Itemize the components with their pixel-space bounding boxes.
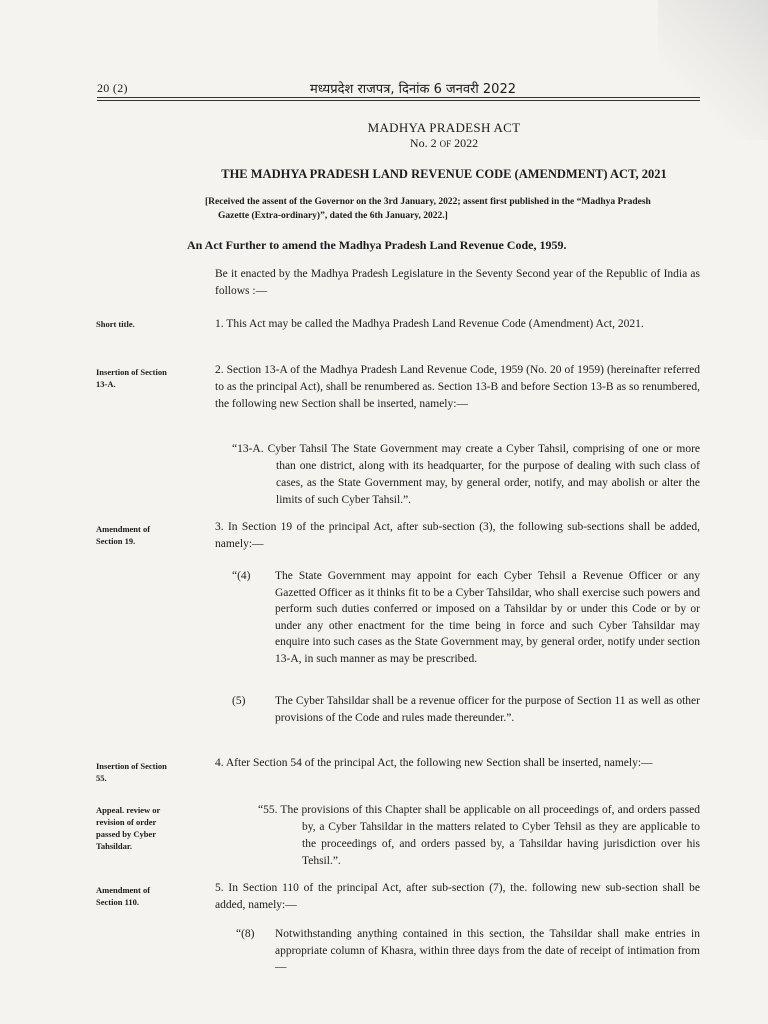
act-number <box>186 136 702 151</box>
subsection-8-text: Notwithstanding anything contained in this section, the Tahsildar shall make entries in appropriate column of Khasra, within three days from the date of receipt of intimation from— <box>275 928 700 973</box>
subsection-4-text: The State Government may appoint for each Cyber Tehsil a Revenue Officer or any Gazetted Officer as it thinks fit to be a Cyber Tahsildar, who shall exercise such powers and perform such duties conferred or imposed on a Tahsildar by or under this Code or by or under any other enactment for the time being in force and such Cyber Tahsildar may enquire into such cases as the State Government may, by general order, notify under section 13-A, in such manner as may be prescribed. <box>275 570 700 665</box>
section-1-text: 1. This Act may be called the Madhya Pradesh Land Revenue Code (Amendment) Act, 2021. <box>215 318 644 330</box>
act-number-year: 2022 <box>454 136 479 150</box>
subsection-4-number: “(4) <box>232 570 251 582</box>
act-number-prefix: No. <box>409 136 428 150</box>
act-title: THE MADHYA PRADESH LAND REVENUE CODE (AMENDMENT) ACT, 2021 <box>221 167 667 181</box>
gazette-header: मध्यप्रदेश राजपत्र, दिनांक 6 जनवरी 2022 <box>310 82 516 97</box>
preamble <box>187 266 700 300</box>
page-number: 20 (2) <box>97 81 128 95</box>
margin-note-section-55: Insertion of Section 55. <box>96 761 167 783</box>
section-2 <box>187 362 700 413</box>
assent-line-2: Gazette (Extra-ordinary)”, dated the 6th January, 2022.] <box>218 211 448 221</box>
section-13a-quote-text: “13-A. Cyber Tahsil The State Government may create a Cyber Tahsil, comprising of one or more than one district, along with its headquarter, for the purpose of dealing with such class of cases, as the State Government may, by general order, notify, and may abolish or alter the limits of such Cyber Tahsil.”. <box>232 443 700 506</box>
act-number-value: 2 <box>430 136 437 150</box>
act-heading: MADHYA PRADESH ACT <box>367 120 521 135</box>
section-2-text: 2. Section 13-A of the Madhya Pradesh Land Revenue Code, 1959 (No. 20 of 1959) (hereinafter referred to as the principal Act), shall be renumbered as. Section 13-B and before Section 13-B as so renumbered, the following new Section shall be inserted, namely:— <box>215 364 700 410</box>
margin-note-section-13a: Insertion of Section 13-A. <box>96 367 167 389</box>
margin-note-section-110: Amendment of Section 110. <box>96 885 151 907</box>
subsection-5-number: (5) <box>232 695 246 707</box>
margin-note-short-title: Short title. <box>96 319 135 329</box>
margin-note-section-19: Amendment of Section 19. <box>96 524 151 546</box>
margin-note-appeal: Appeal. review or revision of order passed by Cyber Tahsildar. <box>96 805 161 851</box>
subsection-8-number: “(8) <box>236 928 255 940</box>
section-5 <box>187 880 700 914</box>
section-4 <box>187 755 700 772</box>
header-rule-bottom <box>97 100 700 101</box>
section-55-quote <box>258 802 700 870</box>
act-number-of: OF <box>439 139 452 149</box>
section-4-text: 4. After Section 54 of the principal Act, the following new Section shall be inserted, namely:— <box>215 757 653 769</box>
assent-line-1: [Received the assent of the Governor on the 3rd January, 2022; assent first published in the “Madhya Pradesh <box>205 197 651 207</box>
section-1 <box>187 316 700 333</box>
section-3-text: 3. In Section 19 of the principal Act, after sub-section (3), the following sub-sections shall be added, namely:— <box>215 521 700 550</box>
preamble-text: Be it enacted by the Madhya Pradesh Legislature in the Seventy Second year of the Republic of India as follows :— <box>215 268 700 297</box>
subsection-5-text: The Cyber Tahsildar shall be a revenue officer for the purpose of Section 11 as well as other provisions of the Code and rules made thereunder.”. <box>275 695 700 724</box>
header-rule-top <box>97 97 700 98</box>
section-3 <box>187 519 700 553</box>
page-corner-shadow <box>658 0 768 140</box>
section-55-quote-text: “55. The provisions of this Chapter shall be applicable on all proceedings of, and orders passed by, a Cyber Tahsildar in the matters related to Cyber Tehsil as they are applicable to the proceedings of, and orders passed by, a Tahsildar having jurisdiction over his Tehsil.”. <box>258 804 700 867</box>
section-13a-quote <box>232 441 700 509</box>
section-5-text: 5. In Section 110 of the principal Act, after sub-section (7), the. following new sub-section shall be added, namely:— <box>215 882 700 911</box>
assent-note <box>205 195 705 223</box>
long-title: An Act Further to amend the Madhya Pradesh Land Revenue Code, 1959. <box>187 238 567 252</box>
